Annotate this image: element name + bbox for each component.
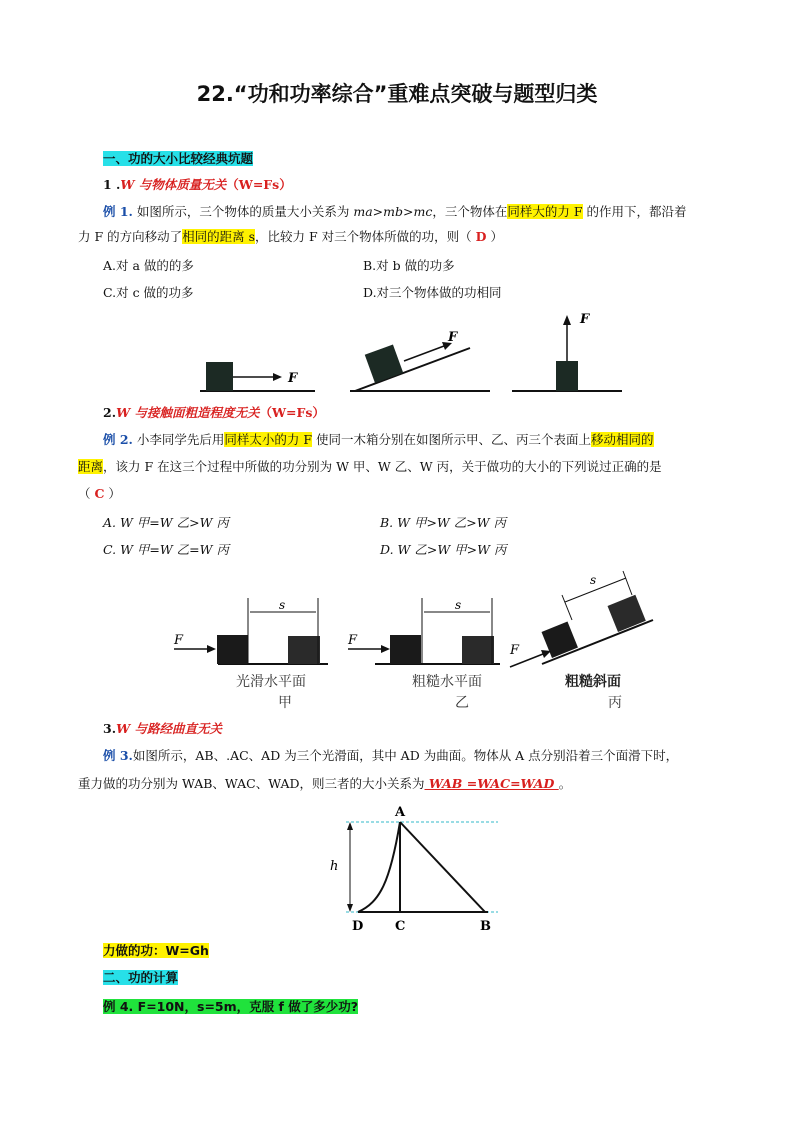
ex2-figure [160,568,660,713]
ex4-text: 例 4. F=10N，s=5m，克服 f 做了多少功? [103,999,359,1014]
ex1-highlight-force: 同样大的力 F [507,204,583,219]
topic1-text: W 与物体质量无关 [120,177,227,192]
force-label: F [510,643,520,658]
ex1-highlight-distance: 相同的距离 s [182,229,256,244]
topic2 [103,404,325,422]
distance-label: s [279,598,286,612]
box-destination [288,636,320,664]
ex2-text-e: ） [104,486,121,501]
ex2-line3 [78,485,121,503]
ex1-line1 [103,203,687,221]
caption-smooth: 光滑水平面 [236,674,306,690]
arrowhead [347,904,353,912]
ex1-answer: D [475,229,487,244]
block-incline [365,345,403,383]
ex2-line1 [103,431,654,449]
topic2-text: W 与接触面粗造程度无关 [116,405,260,420]
block [365,345,403,383]
curve-AD [358,822,400,912]
ex2-highlight-force: 同样太小的力 F [224,432,313,447]
height-label: h [330,859,339,874]
ex1-option-c: C.对 c 做的功多 [103,285,194,300]
section1-heading [103,150,253,168]
ex2-text-c: ，该力 F 在这三个过程中所做的功分别为 W 甲、W 乙、W 丙，关于做功的大小的下列说过正确的是 [103,459,662,474]
arrowhead [347,822,353,830]
ex1-text-c: 的作用下，都沿着 [582,204,687,219]
ex3-answer: WAB =WAC=WAD [424,776,559,791]
block [206,362,233,391]
ex2-option-a: A. W 甲=W 乙>W 丙 [103,515,229,530]
ex4 [103,998,358,1016]
distance-marker [623,571,632,595]
distance-marker [562,595,572,620]
ex2-text-b: 使同一木箱分别在如图所示甲、乙、丙三个表面上 [312,432,592,447]
section1-heading-text: 一、功的大小比较经典坑题 [103,151,254,166]
ex3-text-a: 如图所示，AB、.AC、AD 为三个光滑面，其中 AD 为曲面。物体从 A 点分别沿着三个面滑下时， [132,748,679,763]
section2-heading-text: 二、功的计算 [103,970,179,985]
ex2-option-b: B. W 甲>W 乙>W 丙 [380,515,507,530]
force-label: F [288,371,298,386]
ex1-text-a: 如图所示，三个物体的质量大小关系为 [136,204,354,219]
ex2-highlight-distance: 移动相同的 [591,432,654,447]
distance-label: s [455,598,462,612]
force-arrow [404,346,444,361]
box [217,635,248,664]
point-D: D [352,919,364,934]
caption-rough: 粗糙水平面 [412,674,482,690]
ex1-text-f: ） [486,229,503,244]
caption-incline: 粗糙斜面 [565,674,621,690]
arrowhead [563,315,571,325]
ex3-text-c: 。 [558,776,572,791]
ex3-text-b: 重力做的功分别为 WAB、WAC、WAD，则三者的大小关系为 [78,776,425,791]
ex2-answer: C [94,486,105,501]
force-label: F [174,633,184,648]
ex1-text-e: ，比较力 F 对三个物体所做的功，则（ [255,229,476,244]
section2-heading [103,969,178,987]
force-label: F [348,633,358,648]
force-label: F [448,330,458,345]
block [556,361,578,391]
ex1-text-d: 力 F 的方向移动了 [78,229,183,244]
box [390,635,421,664]
ex3-line2 [78,775,571,793]
point-B: B [480,919,491,934]
segment-AB [400,822,485,912]
box-destination [608,595,646,632]
ex2-line2 [78,458,662,476]
ex2-label: 例 2. [103,432,133,447]
ex2-option-c: C. W 甲=W 乙=W 丙 [103,542,229,557]
topic2-num: 2. [103,405,117,420]
topic1 [103,176,292,194]
gravity-work-text: 力做的功：W=Gh [103,943,209,958]
ex2-option-d: D. W 乙>W 甲>W 丙 [380,542,507,557]
ex1-label: 例 1. [103,204,133,219]
ex1-option-d: D.对三个物体做的功相同 [363,285,502,300]
topic1-num: 1 . [103,177,121,192]
topic3-text: W 与路经曲直无关 [116,721,222,736]
ex2-text-a: 小李同学先后用 [132,432,225,447]
point-C: C [395,919,406,934]
arrowhead [381,645,390,653]
gravity-work [103,942,209,960]
ex3-figure [320,802,500,937]
caption-bing: 丙 [608,695,622,711]
topic3 [103,720,222,738]
arrowhead [541,650,551,658]
arrowhead [273,373,282,381]
ex1-mass-relation: ma>mb>mc [353,204,433,219]
ex3-label: 例 3. [103,748,133,763]
ex1-option-a: A.对 a 做的的多 [103,258,194,273]
ex1-figure [190,305,630,400]
ex2-text-d: （ [78,486,95,501]
ex1-option-b: B.对 b 做的功多 [363,258,455,273]
page-title: 22.“功和功率综合”重难点突破与题型归类 [196,82,598,106]
ex3-line1 [103,747,678,765]
topic1-formula: （W=Fs） [226,177,292,192]
ex1-line2 [78,228,503,246]
arrowhead [207,645,216,653]
caption-yi: 乙 [455,695,469,711]
box-destination [462,636,494,664]
distance-label: s [590,573,597,587]
ex2-highlight-distance-2: 距离 [78,459,104,474]
caption-jia: 甲 [278,695,292,711]
box-incline-destination [608,595,646,632]
point-A: A [395,805,406,820]
topic2-formula: （W=Fs） [259,405,325,420]
topic3-num: 3. [103,721,117,736]
force-label: F [580,312,590,327]
ex1-text-b: ，三个物体在 [432,204,508,219]
